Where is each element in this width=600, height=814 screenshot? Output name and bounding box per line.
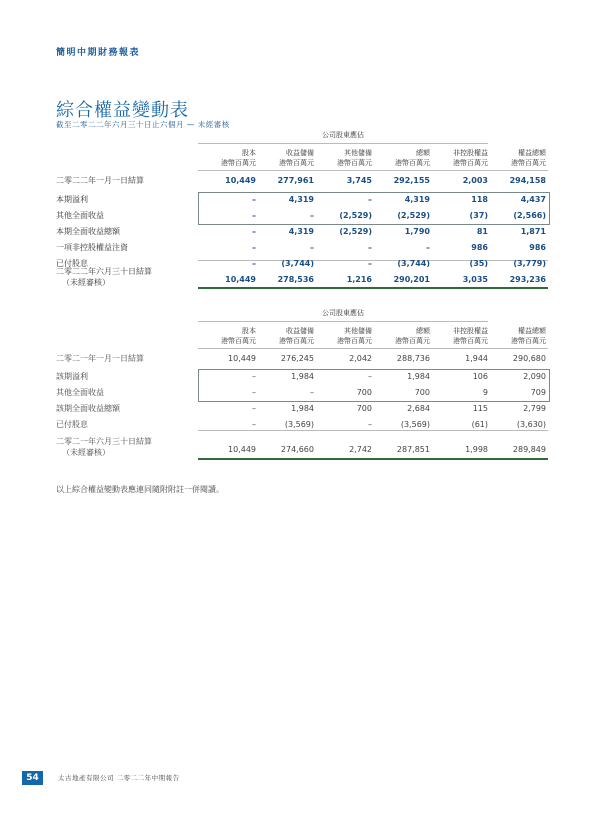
- table-row: 其他全面收益 – – 700 700 9 709: [56, 388, 546, 397]
- total-rule: [198, 458, 548, 460]
- table-row: 二零二一年一月一日結算 10,449 276,245 2,042 288,736 1,944 290,680: [56, 354, 546, 363]
- group-header: 公司股東應佔: [198, 308, 488, 322]
- page-title: 綜合權益變動表: [56, 100, 189, 121]
- col-header-nci: 非控股權益 港幣百萬元: [453, 327, 488, 345]
- table-row: 已付股息 – (3,569) – (3,569) (61) (3,630): [56, 420, 546, 429]
- table-row-total: 二零二一年六月三十日結算 （未經審核） 10,449 274,660 2,742 287,851 1,998 289,849: [56, 437, 546, 457]
- col-header-total-equity: 權益總額 港幣百萬元: [511, 149, 546, 167]
- col-header-total-equity: 權益總額 港幣百萬元: [511, 327, 546, 345]
- table-row: 本期溢利 – 4,319 – 4,319 118 4,437: [56, 195, 546, 204]
- col-header-other-reserves: 其他儲備 港幣百萬元: [337, 327, 372, 345]
- running-head: 簡明中期財務報表: [56, 48, 141, 58]
- col-header-total: 總額 港幣百萬元: [395, 327, 430, 345]
- footnote: 以上綜合權益變動表應連同隨附附註一併閱讀。: [56, 485, 224, 494]
- footer-text: 太古地產有限公司 二零二二年中期報告: [58, 774, 180, 782]
- table-row-total: 二零二二年六月三十日結算 （未經審核） 10,449 278,536 1,216 290,201 3,035 293,236: [56, 267, 546, 287]
- col-header-share-capital: 股本 港幣百萬元: [221, 149, 256, 167]
- col-header-revenue-reserve: 收益儲備 港幣百萬元: [279, 149, 314, 167]
- col-header-other-reserves: 其他儲備 港幣百萬元: [337, 149, 372, 167]
- col-header-share-capital: 股本 港幣百萬元: [221, 327, 256, 345]
- table-row: 本期全面收益總額 – 4,319 (2,529) 1,790 81 1,871: [56, 227, 546, 236]
- table-row: 一項非控股權益注資 – – – – 986 986: [56, 243, 546, 252]
- table-row: 二零二二年一月一日結算 10,449 277,961 3,745 292,155 2,003 294,158: [56, 176, 546, 185]
- col-header-revenue-reserve: 收益儲備 港幣百萬元: [279, 327, 314, 345]
- group-header: 公司股東應佔: [198, 130, 488, 144]
- table-row: 其他全面收益 – – (2,529) (2,529) (37) (2,566): [56, 211, 546, 220]
- col-header-total: 總額 港幣百萬元: [395, 149, 430, 167]
- column-headers: [198, 326, 548, 349]
- table-row: 該期溢利 – 1,984 – 1,984 106 2,090: [56, 372, 546, 381]
- table-row: 該期全面收益總額 – 1,984 700 2,684 115 2,799: [56, 404, 546, 413]
- page-subtitle: 截至二零二二年六月三十日止六個月 — 未經審核: [56, 120, 230, 129]
- col-header-nci: 非控股權益 港幣百萬元: [453, 149, 488, 167]
- column-headers: [198, 148, 548, 171]
- table-row: 已付股息 – (3,744) – (3,744) (35) (3,779): [56, 259, 546, 268]
- page-number-badge: 54: [22, 771, 43, 785]
